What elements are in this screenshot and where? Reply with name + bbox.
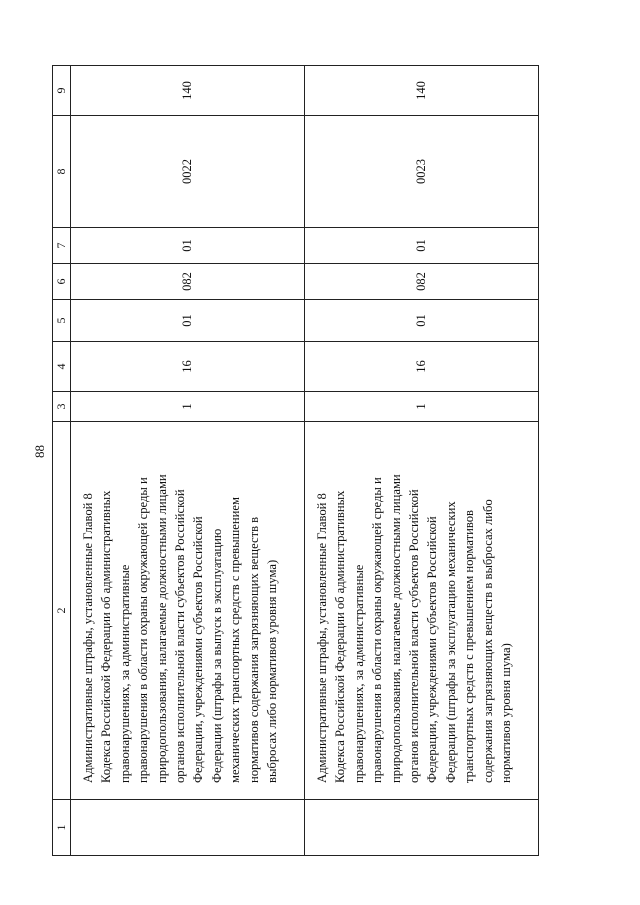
description-line: механических транспортных средств с превышением	[228, 497, 243, 783]
row-number-cell	[71, 800, 305, 856]
code-cell: 1	[71, 392, 305, 422]
description-line: Федерации (штрафы за эксплуатацию механических	[443, 501, 458, 783]
code-cell: 1	[305, 392, 539, 422]
column-header: 5	[53, 300, 71, 342]
description-line: органов исполнительной власти субъектов Российской	[173, 489, 188, 783]
description-line: правонарушения в области охраны окружающей среды и	[370, 477, 385, 783]
code-cell: 01	[71, 228, 305, 264]
code-cell: 140	[71, 66, 305, 116]
column-header: 3	[53, 392, 71, 422]
description-line: выбросах либо нормативов уровня шума)	[265, 559, 280, 783]
description-cell	[71, 422, 305, 800]
column-header: 9	[53, 66, 71, 116]
code-cell: 16	[71, 342, 305, 392]
description-line: Административные штрафы, установленные Главой 8	[315, 493, 329, 783]
description-line: правонарушения в области охраны окружающей среды и	[136, 477, 151, 783]
description-line: Федерации (штрафы за выпуск в эксплуатацию	[209, 528, 224, 783]
description-line: Федерации, учреждениями субъектов Российской	[191, 516, 206, 783]
rotated-table-wrapper	[52, 66, 538, 856]
description-line: Административные штрафы, установленные Главой 8	[81, 493, 95, 783]
code-cell: 01	[305, 300, 539, 342]
description-line: природопользования, налагаемые должностными лицами	[154, 474, 169, 783]
row-number-cell	[305, 800, 539, 856]
code-cell: 01	[71, 300, 305, 342]
column-header: 8	[53, 116, 71, 228]
description-line: нормативов уровня шума)	[499, 643, 514, 783]
description-line: транспортных средств с превышением нормативов	[462, 510, 477, 783]
description-line: содержания загрязняющих веществ в выбросах либо	[480, 499, 495, 783]
code-cell: 01	[305, 228, 539, 264]
code-cell: 16	[305, 342, 539, 392]
column-header: 6	[53, 264, 71, 300]
column-header: 2	[53, 422, 71, 800]
description-line: Кодекса Российской Федерации об административных	[99, 490, 114, 783]
page-number: 88	[32, 445, 47, 459]
header-row	[53, 66, 71, 856]
table-row	[71, 66, 305, 856]
code-cell: 082	[305, 264, 539, 300]
column-header: 7	[53, 228, 71, 264]
table-row	[305, 66, 539, 856]
code-cell: 082	[71, 264, 305, 300]
column-header: 1	[53, 800, 71, 856]
description-line: правонарушениях, за административные	[351, 564, 366, 783]
code-cell: 0022	[71, 116, 305, 228]
description-line: нормативов содержания загрязняющих веществ в	[246, 516, 261, 783]
code-cell: 0023	[305, 116, 539, 228]
description-cell	[305, 422, 539, 800]
code-cell: 140	[305, 66, 539, 116]
description-line: Федерации, учреждениями субъектов Российской	[425, 516, 440, 783]
column-header: 4	[53, 342, 71, 392]
budget-classification-table	[52, 65, 539, 856]
description-line: органов исполнительной власти субъектов Российской	[407, 489, 422, 783]
description-line: Кодекса Российской Федерации об административных	[333, 490, 348, 783]
description-line: природопользования, налагаемые должностными лицами	[388, 474, 403, 783]
description-line: правонарушениях, за административные	[117, 564, 132, 783]
